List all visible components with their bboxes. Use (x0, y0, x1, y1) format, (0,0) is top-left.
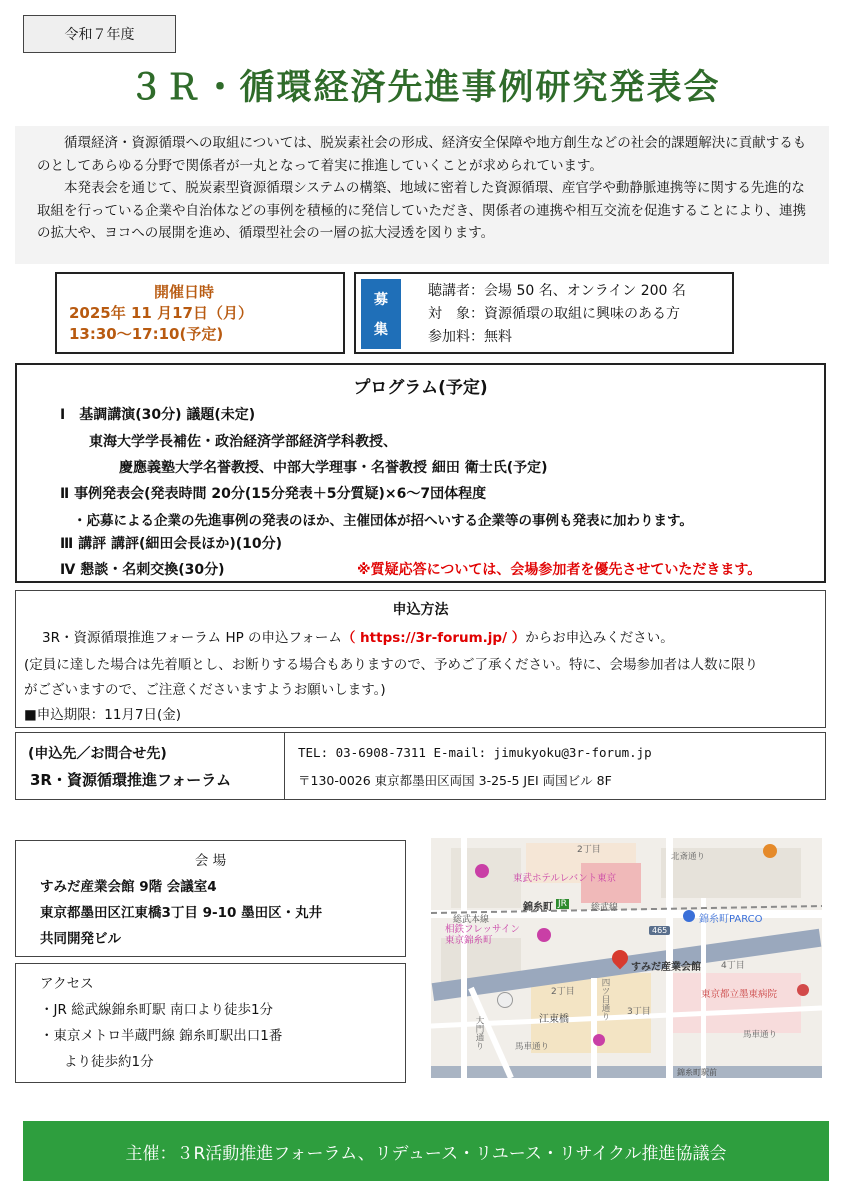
shop-poi-icon (593, 1034, 605, 1046)
map-label-kotobashi: 江東橋 (539, 1014, 569, 1025)
jr-station-icon: JR (558, 899, 567, 909)
application-instruction-end: からお申込みください。 (525, 630, 674, 646)
fiscal-year-label: 令和７年度 (23, 15, 176, 53)
map-label-basha-1: 馬車通り (515, 1042, 550, 1052)
map-label-sobu-main: 総武本線 (453, 915, 490, 925)
program-item-4: Ⅳ 懇談・名刺交換(30分) (60, 562, 225, 578)
application-notice-2: がございますので、ご注意くださいますようお願いします。) (24, 682, 386, 698)
program-item-2-note: ・応募による企業の先進事例の発表のほか、主催団体が招へいする企業等の事例も発表に加わります。 (73, 513, 693, 529)
program-qa-note: ※質疑応答については、会場参加者を優先させていただきます。 (357, 562, 762, 578)
audience-capacity: 聴講者：会場 50 名、オンライン 200 名 (428, 283, 686, 299)
map-label-station-bottom: 錦糸町駅前 (677, 1068, 717, 1077)
program-title: プログラム(予定) (353, 378, 488, 398)
schedule-heading: 開催日時 (153, 283, 214, 301)
program-item-2: Ⅱ 事例発表会(発表時間 20分(15分発表＋5分質疑)×6～7団体程度 (60, 486, 487, 502)
venue-title: 会 場 (194, 853, 227, 869)
application-notice-1: (定員に達した場合は先着順とし、お断りする場合もありますので、予めご了承ください。特に、会場参加者は人数に限り (24, 657, 758, 673)
intro-paragraph-2: 本発表会を通じて、脱炭素型資源循環システムの構築、地域に密着した資源循環、産官学や動静脈連携等に関する先進的な取組を行っている企業や自治体などの事例を積極的に発信していただき、関係者の連携や相互交流を促進することにより、連携の拡大や、ヨコへの展開を進め、循環型社会の一層の拡大浸透を図ります。 (37, 180, 806, 241)
schedule-box (55, 272, 345, 354)
application-title: 申込方法 (392, 602, 449, 618)
access-metro-walk: より徒歩約1分 (64, 1054, 154, 1070)
contact-label: (申込先／お問合せ先) (28, 746, 167, 762)
access-title: アクセス (40, 976, 94, 992)
contact-box (15, 732, 826, 800)
map-label-omon: 大門通り (474, 1016, 484, 1050)
program-box (15, 363, 826, 583)
hotel-poi-icon (475, 864, 489, 878)
access-box (15, 963, 406, 1083)
map-label-venue: すみだ産業会館 (631, 962, 701, 973)
application-deadline: ■申込期限：11月7日(金) (24, 707, 182, 723)
page-title: ３Ｒ・循環経済先進事例研究発表会 (128, 68, 721, 108)
contact-divider (284, 733, 285, 799)
intro-paragraph-1: 循環経済・資源循環への取組については、脱炭素社会の形成、経済安全保障や地方創生などの社会的課題解決に貢献するものとしてあらゆる分野で関係者が一丸となって着実に推進していくことが求められています。 (37, 135, 807, 174)
recruitment-badge (361, 279, 401, 349)
flessinn-line-1: 相鉄フレッサイン (445, 924, 520, 935)
map-label-2chome: 2丁目 (551, 987, 575, 997)
map-label-hotel: 東武ホテルレバント東京 (513, 873, 617, 884)
application-box (15, 590, 826, 728)
hospital-poi-icon (797, 984, 809, 996)
venue-address-2: 共同開発ビル (40, 931, 121, 947)
application-url-link[interactable]: （ https://3r-forum.jp/ ） (341, 630, 526, 646)
program-item-1: Ⅰ 基調講演(30分) 議題(未定) (60, 407, 256, 423)
participation-fee: 参加料：無料 (428, 329, 512, 345)
map-label-hospital: 東京都立墨東病院 (701, 989, 778, 1000)
flessinn-poi-icon (537, 928, 551, 942)
map-label-2chome-top: 2丁目 (577, 845, 601, 855)
map-label-yotsume: 四ツ目通り (600, 978, 610, 1021)
venue-address-1: 東京都墨田区江東橋3丁目 9-10 墨田区・丸井 (40, 905, 323, 921)
access-jr: ・JR 総武線錦糸町駅 南口より徒歩1分 (40, 1002, 274, 1018)
recruitment-box (354, 272, 734, 354)
program-item-1-speaker-b: 慶應義塾大学名誉教授、中部大学理事・名誉教授 細田 衛士氏(予定) (119, 460, 548, 476)
intro-section (15, 126, 829, 264)
schedule-time: 13:30～17:10(予定) (69, 325, 224, 343)
map-label-station: 錦糸町 (523, 902, 553, 913)
badge-char-1: 募 (374, 292, 388, 308)
map-label-3chome: 3丁目 (627, 1007, 651, 1017)
schedule-date: 2025年 11 月17日（月） (69, 304, 253, 322)
map-label-basha-2: 馬車通り (743, 1030, 778, 1040)
audience-target: 対 象：資源循環の取組に興味のある方 (428, 306, 680, 322)
contact-tel-email: TEL: 03-6908-7311 E-mail: jimukyoku@3r-forum.jp (298, 745, 652, 760)
application-instruction: 3R・資源循環推進フォーラム HP の申込フォーム (42, 630, 342, 646)
map-label-hokusai: 北斎通り (671, 852, 706, 862)
program-item-1-speaker-a: 東海大学学長補佐・政治経済学部経済学科教授、 (89, 434, 397, 450)
contact-organization: 3R・資源循環推進フォーラム (30, 771, 232, 789)
school-poi-icon (497, 992, 513, 1008)
program-item-3: Ⅲ 講評 講評(細田会長ほか)(10分) (60, 536, 283, 552)
flessinn-line-2: 東京錦糸町 (445, 935, 493, 946)
organizer-footer: 主催：３R活動推進フォーラム、リデュース・リユース・リサイクル推進協議会 (23, 1121, 829, 1181)
access-metro: ・東京メトロ半蔵門線 錦糸町駅出口1番 (40, 1028, 283, 1044)
cafe-poi-icon (763, 844, 777, 858)
map-label-parco: 錦糸町PARCO (699, 914, 763, 925)
map-label-sobu-line: 総武線 (591, 903, 619, 913)
route-sign: 465 (649, 926, 670, 935)
parco-poi-icon (683, 910, 695, 922)
map-label-flessinn (445, 924, 520, 946)
venue-map[interactable] (431, 838, 822, 1078)
venue-name: すみだ産業会館 9階 会議室4 (40, 879, 217, 895)
venue-box (15, 840, 406, 957)
map-label-4chome: 4丁目 (721, 961, 745, 971)
contact-address: 〒130-0026 東京都墨田区両国 3-25-5 JEI 両国ビル 8F (298, 773, 612, 788)
badge-char-2: 集 (374, 322, 388, 338)
